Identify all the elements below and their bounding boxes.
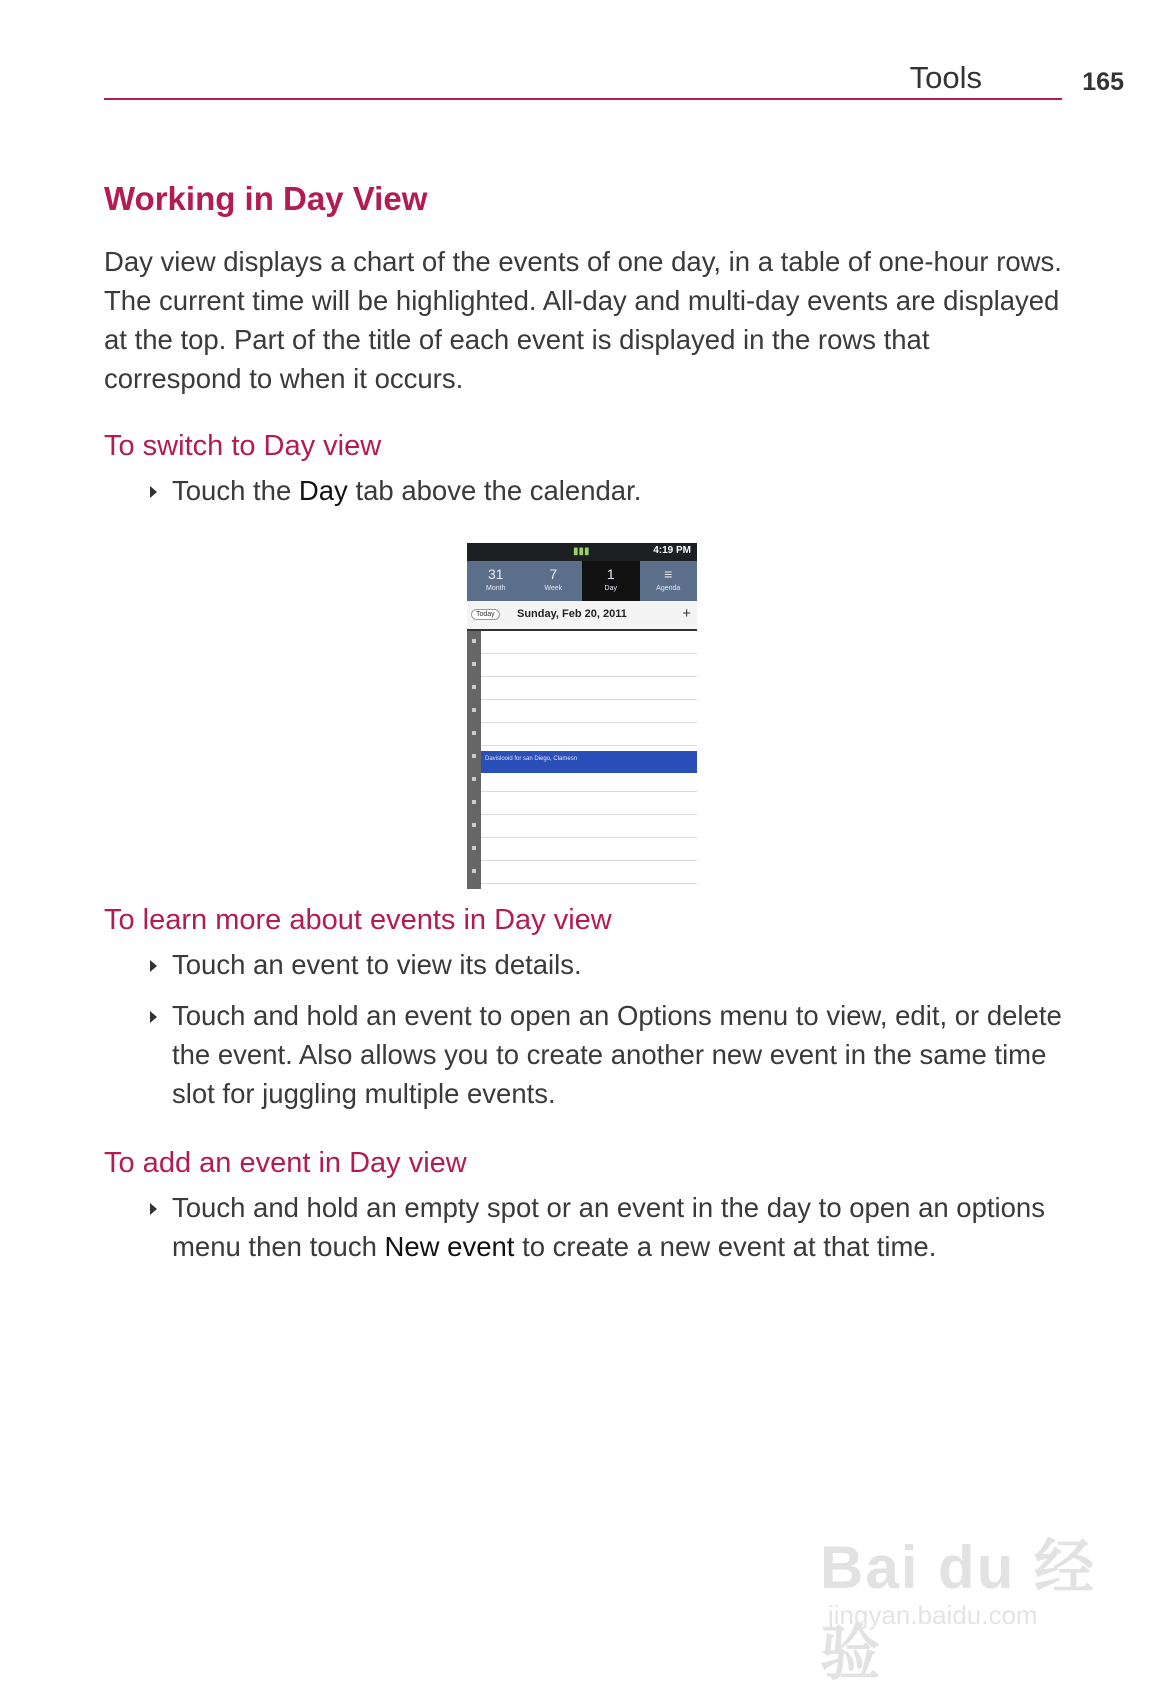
tab-label: Week: [544, 585, 563, 592]
tab-day[interactable]: [582, 561, 640, 601]
page-header: [104, 58, 1124, 104]
status-bar: [467, 543, 697, 561]
agenda-list-icon: ≡: [664, 566, 673, 582]
event-title: Davislooid for san Diego, Clamesn: [485, 756, 578, 762]
page-title: Working in Day View: [104, 180, 428, 217]
tab-label: Month: [486, 585, 506, 592]
calendar-month-icon: 31: [487, 566, 504, 582]
heading-switch-day-view: To switch to Day view: [104, 430, 382, 462]
calendar-event[interactable]: [481, 751, 697, 773]
hour-grid[interactable]: [467, 631, 697, 889]
hour-marker: [472, 685, 476, 689]
tab-week[interactable]: [525, 561, 583, 601]
tab-month[interactable]: [467, 561, 525, 601]
tab-agenda[interactable]: [640, 561, 698, 601]
calendar-week-icon: 7: [549, 566, 558, 582]
day-view-screenshot: [467, 543, 697, 889]
heading-learn-more: To learn more about events in Day view: [104, 904, 612, 936]
hour-marker: [472, 754, 476, 758]
heading-add-event: To add an event in Day view: [104, 1147, 467, 1179]
day-tab-term: Day: [298, 475, 348, 506]
hour-marker: [472, 800, 476, 804]
hour-marker: [472, 708, 476, 712]
calendar-tabs: [467, 561, 697, 601]
page-number: 165: [1082, 68, 1124, 96]
add-event-icon[interactable]: +: [682, 605, 691, 622]
today-button[interactable]: Today: [471, 609, 500, 620]
tab-label: Day: [604, 585, 617, 592]
bullet-arrow-icon: [150, 1203, 157, 1215]
status-clock: 4:19 PM: [653, 545, 691, 556]
hour-marker: [472, 639, 476, 643]
bullet-text: Touch the: [172, 475, 299, 506]
hour-marker: [472, 662, 476, 666]
tab-label: Agenda: [656, 585, 681, 592]
hour-marker: [472, 731, 476, 735]
calendar-day-icon: 1: [606, 566, 615, 582]
hour-column: [467, 631, 481, 889]
watermark-logo: Bai du 经验: [820, 1534, 1097, 1687]
hour-marker: [472, 823, 476, 827]
intro-paragraph: Day view displays a chart of the events of one day, in a table of one-hour rows. The current time will be highlighted. All-day and multi-day events are displayed at the top. Part of the title of each event is displayed in the rows that correspond to when it occurs.: [104, 246, 1062, 394]
bullet-text: Touch and hold an empty spot or an event in the day to open an options menu then touch: [172, 1192, 1045, 1262]
bullet-options-menu: [172, 996, 1064, 1113]
bullet-view-details: [172, 945, 1064, 984]
hour-marker: [472, 869, 476, 873]
signal-icon: ▮▮▮: [573, 546, 590, 557]
bullet-arrow-icon: [150, 960, 157, 972]
section-title: Tools: [909, 60, 982, 95]
header-rule: [104, 98, 1062, 100]
new-event-term: New event: [384, 1231, 515, 1262]
bullet-text: Touch an event to view its details.: [172, 949, 582, 980]
bullet-text: tab above the calendar.: [347, 475, 642, 506]
day-header: [467, 601, 697, 631]
current-date: Sunday, Feb 20, 2011: [517, 608, 627, 620]
bullet-arrow-icon: [150, 486, 157, 498]
hour-marker: [472, 777, 476, 781]
watermark-url: jingyan.baidu.com: [828, 1600, 1038, 1630]
bullet-text: Touch and hold an event to open an Options menu to view, edit, or delete the event. Also allows you to create another new event in the same time slot for juggling multiple events.: [172, 1000, 1062, 1109]
bullet-switch-day: [172, 471, 1064, 510]
bullet-arrow-icon: [150, 1011, 157, 1023]
bullet-add-event: [172, 1188, 1064, 1266]
bullet-text: to create a new event at that time.: [514, 1231, 937, 1262]
baidu-watermark: [820, 1500, 1120, 1687]
hour-marker: [472, 846, 476, 850]
